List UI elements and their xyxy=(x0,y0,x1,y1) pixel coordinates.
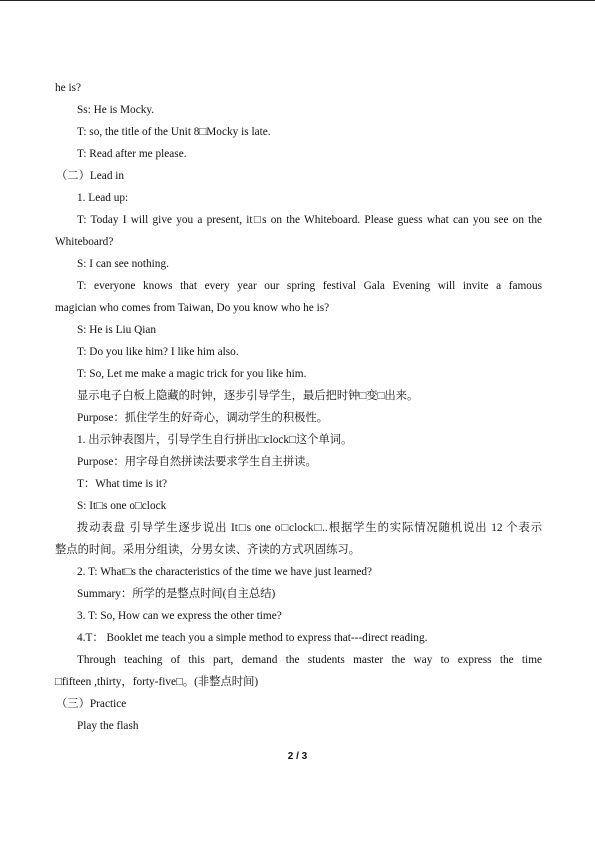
text-line: S: I can see nothing. xyxy=(77,258,169,270)
section-heading-practice: （三）Practice xyxy=(56,698,127,710)
section-heading-lead-in: （二）Lead in xyxy=(56,170,125,182)
text-line: Purpose：用字母自然拼读法要求学生自主拼读。 xyxy=(77,456,317,468)
top-rule xyxy=(0,0,595,1)
text-line: Through teaching of this part, demand the students master the way to express the time xyxy=(77,654,542,666)
text-line: T: Today I will give you a present, it□s on the Whiteboard. Please guess what can you see on the xyxy=(77,214,542,226)
text-line: Ss: He is Mocky. xyxy=(77,104,155,116)
text-line: 显示电子白板上隐藏的时钟，逐步引导学生，最后把时钟□变□出来。 xyxy=(77,390,419,402)
text-line: 拨动表盘 引导学生逐步说出 It□s one o□clock□..根据学生的实际情况随机说出 12 个表示 xyxy=(77,522,542,534)
text-line: T: so, the title of the Unit 8□Mocky is late. xyxy=(77,126,271,138)
text-line: 整点的时间。采用分组读，分男女读、齐读的方式巩固练习。 xyxy=(55,544,361,556)
text-line: 1. Lead up: xyxy=(77,192,129,204)
text-line: S: It□s one o□clock xyxy=(77,500,167,512)
text-line: 1. 出示钟表图片，引导学生自行拼出□clock□这个单词。 xyxy=(77,434,353,446)
text-line: 2. T: What□s the characteristics of the time we have just learned? xyxy=(77,566,373,578)
text-line: S: He is Liu Qian xyxy=(77,324,157,336)
text-line: T: Read after me please. xyxy=(77,148,187,160)
text-line: T: everyone knows that every year our spring festival Gala Evening will invite a famous xyxy=(77,280,542,292)
text-line: magician who comes from Taiwan, Do you know who he is? xyxy=(55,302,330,314)
text-line: 3. T: So, How can we express the other time? xyxy=(77,610,282,622)
text-line: Purpose：抓住学生的好奇心，调动学生的积极性。 xyxy=(77,412,329,424)
page-content xyxy=(55,77,542,737)
text-line: he is? xyxy=(55,82,82,94)
text-line: Play the flash xyxy=(77,720,139,732)
text-line: T：What time is it? xyxy=(77,478,168,490)
page-number: 2 / 3 xyxy=(287,751,308,762)
text-line: T: So, Let me make a magic trick for you like him. xyxy=(77,368,307,380)
text-line: □fifteen ,thirty，forty-five□。(非整点时间) xyxy=(55,676,259,688)
text-line: Whiteboard? xyxy=(55,236,114,248)
text-line: 4.T： Booklet me teach you a simple method to express that---direct reading. xyxy=(77,632,428,644)
text-line: T: Do you like him? I like him also. xyxy=(77,346,239,358)
text-line: Summary：所学的是整点时间(自主总结) xyxy=(77,588,276,600)
